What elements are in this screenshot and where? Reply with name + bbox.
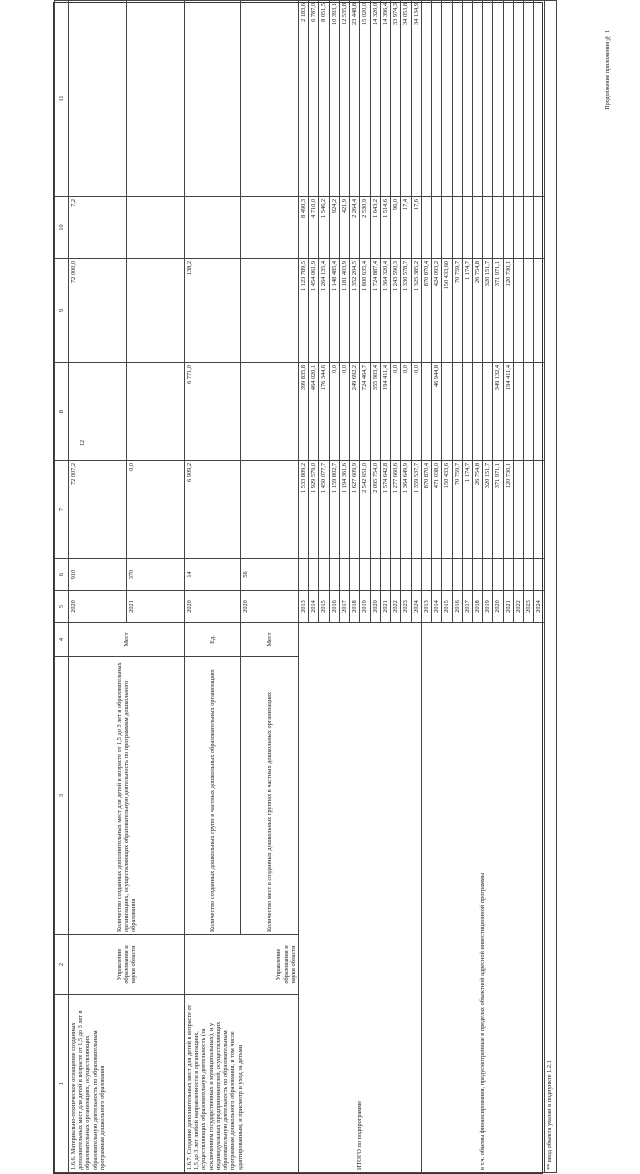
value-cell: 2 542 651,0 [360, 461, 370, 559]
value-cell: 1 159 802,7 [329, 461, 339, 559]
empty-cell [524, 559, 534, 591]
value-cell: 70 759,7 [452, 461, 462, 559]
program-table [54, 0, 557, 1173]
value-cell [462, 1, 472, 197]
value-cell: 120 730,1 [503, 461, 513, 559]
value-cell [185, 1, 241, 197]
value-cell: 1 454 061,9 [309, 259, 319, 363]
value-cell: 371 971,1 [493, 259, 503, 363]
value-cell: 424 093,2 [432, 259, 442, 363]
value-cell: 1 148 485,4 [329, 259, 339, 363]
empty-cell [401, 559, 411, 591]
year-cell: 2016 [452, 591, 462, 623]
value-cell: 138,2 [185, 259, 241, 363]
value-cell: 120 730,1 [503, 259, 513, 363]
value-cell: 1 243 590,3 [391, 259, 401, 363]
value-cell [432, 197, 442, 259]
target-cell: 370 [127, 559, 185, 591]
empty-cell [309, 559, 319, 591]
value-cell [127, 259, 185, 363]
empty-cell [432, 559, 442, 591]
col-num: 1 [55, 995, 69, 1173]
value-cell [472, 197, 482, 259]
capital-row [421, 1, 431, 1173]
value-cell [524, 197, 534, 259]
value-cell [493, 197, 503, 259]
value-cell: 0,0 [401, 363, 411, 461]
value-cell: 15 020,0 [360, 1, 370, 197]
block2-unit-a: Ед. [185, 623, 241, 657]
value-cell: 176 344,6 [319, 363, 329, 461]
year-cell: 2016 [329, 591, 339, 623]
col-num: 7 [55, 461, 69, 559]
value-cell [524, 461, 534, 559]
year-cell: 2015 [442, 591, 452, 623]
value-cell: 1 450 077,7 [319, 461, 329, 559]
year-cell: 2024 [534, 591, 544, 623]
value-cell [483, 1, 493, 197]
value-cell [185, 197, 241, 259]
value-cell: 150 433,60 [442, 259, 452, 363]
value-cell [432, 1, 442, 197]
total-label: ИТОГО по подпрограмме [299, 623, 422, 1173]
empty-cell [442, 559, 452, 591]
empty-cell [452, 559, 462, 591]
value-cell: 0,0 [411, 363, 421, 461]
value-cell: 194 411,4 [380, 363, 390, 461]
value-cell: 70 759,7 [452, 259, 462, 363]
col-num: 5 [55, 591, 69, 623]
value-cell [127, 363, 185, 461]
block1-unit: Мест [69, 623, 185, 657]
value-cell [69, 1, 127, 197]
year-cell: 2013 [299, 591, 309, 623]
col-num: 10 [55, 197, 69, 259]
footnote: ** ввод объекта указан в подпункте 1.2.1 [544, 1, 556, 1173]
appendix-label: Продолжение приложения № 1 [605, 30, 611, 110]
empty-cell [370, 559, 380, 591]
empty-cell [534, 559, 544, 591]
value-cell: 8 490,3 [299, 197, 309, 259]
value-cell [472, 1, 482, 197]
year-cell: 2019 [360, 591, 370, 623]
value-cell: 1 352 204,5 [350, 259, 360, 363]
block1-row-2020 [69, 1, 127, 1173]
value-cell: 26 754,8 [472, 461, 482, 559]
footnote-row [544, 1, 556, 1173]
value-cell: 1 514,6 [380, 197, 390, 259]
value-cell: 17,6 [411, 197, 421, 259]
value-cell: 1 330 578,7 [401, 259, 411, 363]
value-cell [513, 461, 523, 559]
value-cell: 349 132,4 [493, 363, 503, 461]
year-cell: 2017 [339, 591, 349, 623]
empty-cell [360, 559, 370, 591]
value-cell: 1 724 887,4 [370, 259, 380, 363]
year-cell: 2018 [472, 591, 482, 623]
value-cell: 870 870,4 [421, 259, 431, 363]
block1-indicator: Количество созданных дополнительных мест для детей в возрасте от 1,5 до 3 лет в образовательных организациях, осуществляющих образовательную деятельность по программам дошкольного образования [69, 657, 185, 935]
value-cell: 150 433,6 [442, 461, 452, 559]
value-cell: 2 530,9 [360, 197, 370, 259]
year-cell: 2020 [241, 591, 299, 623]
block2-unit-b: Мест [241, 623, 299, 657]
value-cell: 1 325 385,2 [411, 259, 421, 363]
value-cell: 870 870,4 [421, 461, 431, 559]
value-cell: 0,0 [339, 363, 349, 461]
value-cell: 33 974,3 [391, 1, 401, 197]
value-cell: 1 194 361,6 [339, 461, 349, 559]
target-cell: 56 [241, 559, 299, 591]
col-num: 2 [55, 935, 69, 995]
value-cell [421, 363, 431, 461]
target-cell: 14 [185, 559, 241, 591]
empty-cell [503, 559, 513, 591]
value-cell [462, 363, 472, 461]
value-cell [513, 363, 523, 461]
value-cell: 1 277 660,6 [391, 461, 401, 559]
year-cell: 2021 [127, 591, 185, 623]
value-cell: 1 174,7 [462, 259, 472, 363]
value-cell: 34 134,9 [411, 1, 421, 197]
value-cell [534, 461, 544, 559]
value-cell [127, 197, 185, 259]
empty-cell [329, 559, 339, 591]
value-cell [472, 363, 482, 461]
value-cell [452, 1, 462, 197]
value-cell: 320 151,7 [483, 461, 493, 559]
value-cell [524, 1, 534, 197]
value-cell: 34 053,8 [401, 1, 411, 197]
value-cell [452, 363, 462, 461]
value-cell: 320 151,7 [483, 259, 493, 363]
value-cell [503, 197, 513, 259]
block2-row-groups [185, 1, 241, 1173]
value-cell: 371 971,1 [493, 461, 503, 559]
value-cell: 0,0 [127, 461, 185, 559]
year-cell: 2018 [350, 591, 360, 623]
value-cell: 2 183,6 [299, 1, 309, 197]
value-cell [513, 1, 523, 197]
value-cell: 8 051,5 [319, 1, 329, 197]
value-cell: 1 364 320,4 [380, 259, 390, 363]
page-number: 12 [80, 440, 86, 446]
value-cell: 14 396,4 [380, 1, 390, 197]
value-cell [483, 363, 493, 461]
value-cell: 7,2 [69, 197, 127, 259]
value-cell: 14 320,0 [370, 1, 380, 197]
year-cell: 2015 [319, 591, 329, 623]
value-cell [524, 363, 534, 461]
value-cell [241, 461, 299, 559]
value-cell: 194 411,4 [503, 363, 513, 461]
value-cell: 471 038,0 [432, 461, 442, 559]
value-cell [534, 1, 544, 197]
value-cell: 2 264,4 [350, 197, 360, 259]
value-cell: 1 643,2 [370, 197, 380, 259]
value-cell [421, 1, 431, 197]
col-num: 6 [55, 559, 69, 591]
year-cell: 2022 [513, 591, 523, 623]
col-num: 9 [55, 259, 69, 363]
value-cell [69, 363, 127, 461]
year-cell: 2021 [380, 591, 390, 623]
value-cell [241, 1, 299, 197]
year-cell: 2017 [462, 591, 472, 623]
year-cell: 2019 [483, 591, 493, 623]
value-cell: 96,0 [391, 197, 401, 259]
empty-cell [339, 559, 349, 591]
block2-indicator-a: Количество созданных дошкольных групп в частных дошкольных образовательных организациях [185, 657, 241, 935]
value-cell: 1 123 789,5 [299, 259, 309, 363]
col-num: 11 [55, 1, 69, 197]
value-cell: 1 359 537,7 [411, 461, 421, 559]
value-cell: 2 095 754,0 [370, 461, 380, 559]
value-cell: 1 364 649,9 [401, 461, 411, 559]
value-cell [452, 197, 462, 259]
value-cell [534, 363, 544, 461]
value-cell [127, 1, 185, 197]
value-cell: 924,2 [329, 197, 339, 259]
block1-name: 1.6.6. Материально-техническое оснащение созданных дополнительных мест для детей в возрасте от 1,5 до 3 лет в образовательных организациях, осуществляющих образовательную деятельность по образовательным программам дошкольного образования [69, 995, 185, 1173]
value-cell [513, 197, 523, 259]
empty-cell [380, 559, 390, 591]
value-cell: 1 181 403,9 [339, 259, 349, 363]
value-cell [442, 1, 452, 197]
value-cell [241, 259, 299, 363]
empty-cell [472, 559, 482, 591]
value-cell [241, 363, 299, 461]
value-cell: 0,0 [391, 363, 401, 461]
empty-cell [391, 559, 401, 591]
value-cell [503, 1, 513, 197]
empty-cell [319, 559, 329, 591]
value-cell: 72 007,2 [69, 461, 127, 559]
value-cell: 23 448,8 [350, 1, 360, 197]
value-cell: 1 174,7 [462, 461, 472, 559]
capital-label: в т.ч. объемы финансирования, предусмотренные в пределах объектной адресной инвестиционной программы [421, 623, 544, 1173]
value-cell [483, 197, 493, 259]
target-cell: 910 [69, 559, 127, 591]
col-num: 8 [55, 363, 69, 461]
year-cell: 2023 [524, 591, 534, 623]
value-cell: 399 835,8 [299, 363, 309, 461]
value-cell [462, 197, 472, 259]
empty-cell [513, 559, 523, 591]
value-cell: 4 710,0 [309, 197, 319, 259]
value-cell: 1 627 609,9 [350, 461, 360, 559]
value-cell: 464 020,1 [309, 363, 319, 461]
value-cell [442, 363, 452, 461]
value-cell [493, 1, 503, 197]
value-cell: 46 944,8 [432, 363, 442, 461]
value-cell: 1 929 579,0 [309, 461, 319, 559]
value-cell [534, 259, 544, 363]
empty-cell [299, 559, 309, 591]
value-cell [421, 197, 431, 259]
value-cell: 249 692,2 [350, 363, 360, 461]
value-cell: 6 771,0 [185, 363, 241, 461]
block1-executor: Управление образования и науки области [69, 935, 185, 995]
value-cell: 12 535,8 [339, 1, 349, 197]
value-cell: 6 909,2 [185, 461, 241, 559]
empty-cell [493, 559, 503, 591]
value-cell: 17,4 [401, 197, 411, 259]
value-cell: 0,0 [329, 363, 339, 461]
block2-indicator-b: Количество мест в созданных дошкольных группах в частных дошкольных организациях [241, 657, 299, 935]
year-cell: 2020 [69, 591, 127, 623]
value-cell [534, 197, 544, 259]
year-cell: 2013 [421, 591, 431, 623]
value-cell: 1 574 642,8 [380, 461, 390, 559]
value-cell: 1 264 135,4 [319, 259, 329, 363]
year-cell: 2024 [411, 591, 421, 623]
value-cell: 1 533 809,2 [299, 461, 309, 559]
value-cell: 421,9 [339, 197, 349, 259]
empty-cell [483, 559, 493, 591]
year-cell: 2022 [391, 591, 401, 623]
year-cell: 2014 [432, 591, 442, 623]
value-cell: 26 754,8 [472, 259, 482, 363]
empty-cell [462, 559, 472, 591]
year-cell: 2023 [401, 591, 411, 623]
value-cell: 1 800 635,4 [360, 259, 370, 363]
column-number-row [55, 1, 69, 1173]
value-cell [513, 259, 523, 363]
rotated-table-sheet [53, 2, 553, 1174]
year-cell: 2014 [309, 591, 319, 623]
value-cell: 355 903,4 [370, 363, 380, 461]
value-cell [442, 197, 452, 259]
col-num: 4 [55, 623, 69, 657]
block2-name: 1.6.7. Создание дополнительных мест для детей в возрасте от 1,5 до 3 лет любой направленности в организациях, осуществляющих образовательную деятельность (за исключением государственных и муниципальных), и у индивидуальных предпринимателей, осуществляющих образовательную деятельность по образовательным программам дошкольного образования, в том числе адаптированным, и присмотр и уход за детьми [185, 995, 299, 1173]
year-cell: 2021 [503, 591, 513, 623]
empty-cell [411, 559, 421, 591]
value-cell [524, 259, 534, 363]
value-cell: 10 393,1 [329, 1, 339, 197]
empty-cell [350, 559, 360, 591]
value-cell: 724 464,7 [360, 363, 370, 461]
total-row [299, 1, 309, 1173]
empty-cell [421, 559, 431, 591]
value-cell [241, 197, 299, 259]
value-cell: 6 787,0 [309, 1, 319, 197]
year-cell: 2020 [493, 591, 503, 623]
block2-executor: Управление образования и науки области [185, 935, 299, 995]
col-num: 3 [55, 657, 69, 935]
value-cell: 1 546,2 [319, 197, 329, 259]
year-cell: 2020 [185, 591, 241, 623]
year-cell: 2020 [370, 591, 380, 623]
value-cell: 72 000,0 [69, 259, 127, 363]
